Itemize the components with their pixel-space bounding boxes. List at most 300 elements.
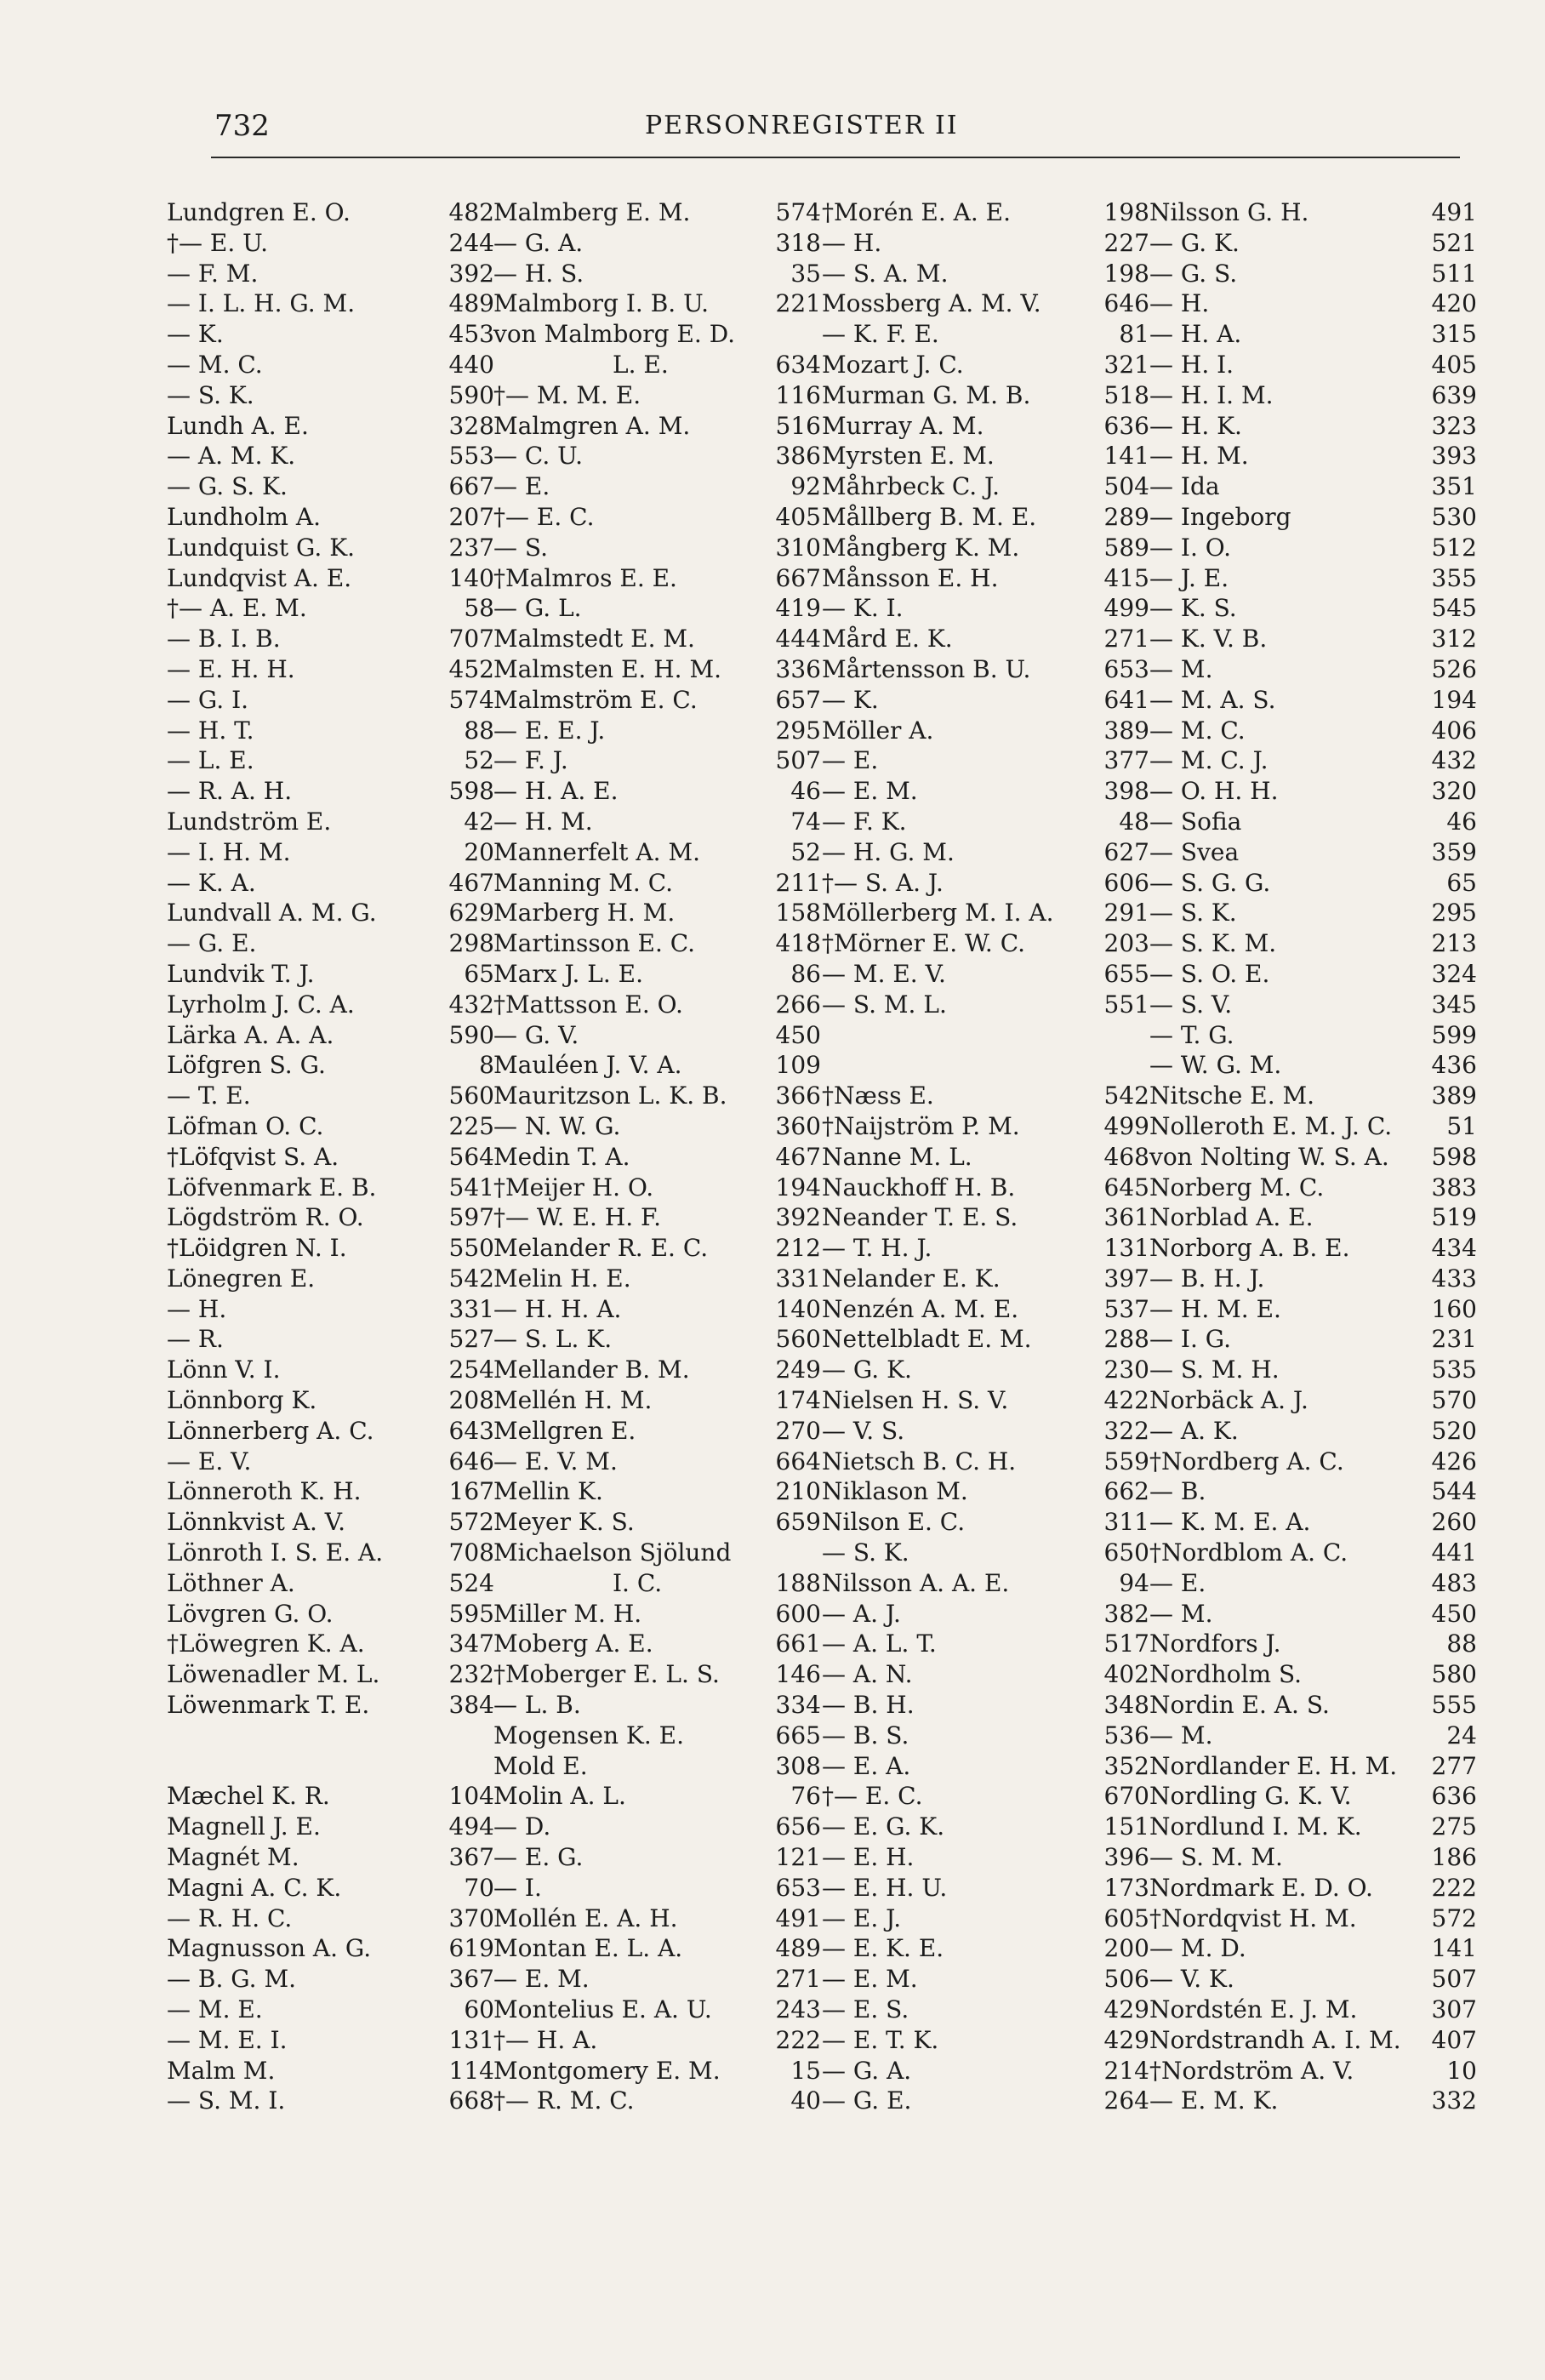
entry-name: — S. M. I. (167, 2086, 286, 2115)
index-entry (822, 197, 1149, 228)
entry-page: 352 (1103, 1751, 1149, 1780)
index-entry (1149, 1903, 1477, 1934)
entry-name: Nitsche E. M. (1149, 1082, 1315, 1110)
entry-page: 237 (448, 533, 494, 562)
entry-page: 570 (1431, 1386, 1477, 1415)
entry-page: 619 (448, 1934, 494, 1963)
entry-name: — E. E. J. (493, 716, 606, 745)
entry-page: 359 (1431, 837, 1477, 866)
entry-name: †Löwegren K. A. (167, 1629, 365, 1658)
index-entry (1149, 228, 1477, 259)
index-entry (1149, 1629, 1477, 1659)
entry-page: 441 (1431, 1538, 1477, 1567)
entry-page: 208 (448, 1386, 494, 1415)
entry-name: Montan E. L. A. (493, 1934, 683, 1963)
entry-name: — E. V. M. (493, 1447, 618, 1475)
entry-name: Nietsch B. C. H. (822, 1447, 1017, 1475)
entry-name: — B. S. (822, 1721, 909, 1749)
entry-name: Nordlander E. H. M. (1149, 1751, 1398, 1780)
entry-page: 653 (1103, 654, 1149, 683)
entry-name: — H. S. (493, 259, 584, 288)
entry-page: 307 (1431, 1995, 1477, 2024)
index-entry (167, 1447, 494, 1477)
entry-page: 434 (1431, 1234, 1477, 1263)
entry-page: 384 (448, 1691, 494, 1720)
index-entry (493, 1476, 821, 1507)
entry-page: 51 (1446, 1111, 1477, 1140)
entry-page: 221 (775, 289, 821, 318)
entry-name: Lönn V. I. (167, 1356, 281, 1384)
index-entry (1149, 898, 1477, 928)
entry-name: †Næss E. (822, 1082, 934, 1110)
entry-name: Mæchel K. R. (167, 1782, 330, 1811)
index-entry (1149, 959, 1477, 990)
entry-page: 214 (1103, 2056, 1149, 2085)
entry-page: 320 (1431, 777, 1477, 806)
index-entry (1149, 2086, 1477, 2116)
index-entry (1149, 1751, 1477, 1782)
entry-name: — H. G. M. (822, 837, 955, 866)
index-entry (167, 1020, 494, 1051)
index-entry (493, 288, 821, 319)
entry-page: 160 (1431, 1294, 1477, 1323)
entry-name: — G. A. (822, 2056, 912, 2085)
entry-page: 88 (1446, 1629, 1477, 1658)
entry-name: †Nordblom A. C. (1149, 1538, 1348, 1567)
index-entry (167, 1538, 494, 1568)
index-entry (167, 563, 494, 594)
entry-name: Nielsen H. S. V. (822, 1386, 1009, 1415)
entry-name: Nelander E. K. (822, 1264, 1001, 1293)
index-entry (822, 1873, 1149, 1903)
entry-page: 231 (1431, 1325, 1477, 1354)
index-entry (493, 197, 821, 228)
entry-name: †Mattsson E. O. (493, 990, 683, 1019)
entry-name: — G. E. (822, 2086, 912, 2115)
index-entry (493, 1995, 821, 2025)
entry-page: 664 (775, 1447, 821, 1475)
entry-page: 244 (448, 228, 494, 257)
entry-name: — R. H. C. (167, 1903, 293, 1932)
entry-page: 167 (448, 1477, 494, 1506)
entry-page: 200 (1103, 1934, 1149, 1963)
entry-page: 504 (1103, 472, 1149, 501)
entry-page: 198 (1103, 198, 1149, 226)
entry-name: †Nordberg A. C. (1149, 1447, 1344, 1475)
entry-page: 367 (448, 1843, 494, 1872)
entry-name: — G. S. (1149, 259, 1238, 288)
entry-name: — K. (822, 685, 879, 714)
entry-page: 315 (1431, 320, 1477, 349)
index-entry (167, 1202, 494, 1233)
entry-name: Mållberg B. M. E. (822, 502, 1037, 531)
entry-name: — E. T. K. (822, 2025, 939, 2054)
entry-page: 708 (448, 1538, 494, 1567)
index-entry (1149, 1142, 1477, 1173)
index-entry (167, 624, 494, 654)
index-entry (167, 1751, 494, 1782)
entry-page: 52 (790, 837, 821, 866)
entry-page: 186 (1431, 1843, 1477, 1872)
entry-page: 203 (1103, 929, 1149, 958)
entry-page: 140 (448, 563, 494, 592)
entry-page: 88 (464, 716, 494, 745)
entry-page: 360 (775, 1111, 821, 1140)
entry-name: Mannerfelt A. M. (493, 837, 701, 866)
index-entry (822, 1355, 1149, 1385)
entry-name: — H. (822, 228, 882, 257)
entry-name: — B. (1149, 1477, 1206, 1506)
entry-page: 429 (1103, 1995, 1149, 2024)
entry-page: 526 (1431, 654, 1477, 683)
entry-name: — K. (167, 320, 224, 349)
entry-name: Melander R. E. C. (493, 1234, 709, 1263)
index-entry (1149, 380, 1477, 411)
index-entry (493, 745, 821, 776)
index-entry (1149, 288, 1477, 319)
index-entry (493, 624, 821, 654)
entry-name: Malmstedt E. M. (493, 625, 695, 654)
index-entry (493, 1873, 821, 1903)
entry-page: 70 (464, 1873, 494, 1902)
index-entry (1149, 654, 1477, 685)
index-entry (493, 259, 821, 289)
entry-name: — J. E. (1149, 563, 1229, 592)
entry-name: — Ingeborg (1149, 502, 1291, 531)
index-entry (822, 411, 1149, 442)
index-entry (493, 1538, 821, 1568)
index-entry (822, 1324, 1149, 1355)
entry-page: 655 (1103, 959, 1149, 988)
entry-name: — K. A. (167, 868, 256, 897)
entry-page: 450 (1431, 1599, 1477, 1628)
index-entry (167, 1873, 494, 1903)
entry-page: 173 (1103, 1873, 1149, 1902)
index-entry (1149, 1294, 1477, 1325)
index-entry (167, 319, 494, 350)
entry-name: Nauckhoff H. B. (822, 1173, 1016, 1201)
entry-page: 158 (775, 899, 821, 927)
entry-name: von Nolting W. S. A. (1149, 1142, 1389, 1171)
entry-page: 288 (1103, 1325, 1149, 1354)
index-entry (493, 716, 821, 746)
index-entry (822, 563, 1149, 594)
entry-page: 665 (775, 1721, 821, 1749)
entry-page: 599 (1431, 1020, 1477, 1049)
entry-page: 324 (1431, 959, 1477, 988)
entry-page: 453 (448, 320, 494, 349)
entry-name: Lundvall A. M. G. (167, 899, 377, 927)
entry-name: Löwenmark T. E. (167, 1691, 370, 1720)
index-entry (493, 1202, 821, 1233)
entry-name: — D. (493, 1812, 551, 1841)
index-entry (493, 1751, 821, 1782)
entry-page: 415 (1103, 563, 1149, 592)
index-entry (167, 2025, 494, 2056)
entry-name: Mellgren E. (493, 1416, 636, 1445)
entry-page: 321 (1103, 350, 1149, 379)
entry-name: — H. I. (1149, 350, 1234, 379)
index-entry (822, 1416, 1149, 1447)
entry-page: 646 (448, 1447, 494, 1475)
entry-name: †Moberger E. L. S. (493, 1660, 720, 1689)
index-entry (167, 1233, 494, 1264)
entry-page: 590 (448, 380, 494, 409)
entry-page: 643 (448, 1416, 494, 1445)
index-entry (167, 1812, 494, 1842)
index-entry (493, 1964, 821, 1995)
entry-name: Löthner A. (167, 1568, 295, 1597)
entry-name: †Morén E. A. E. (822, 198, 1012, 226)
index-entry (493, 593, 821, 624)
entry-name: — M. (1149, 1721, 1213, 1749)
index-entry (167, 288, 494, 319)
index-entry (822, 1568, 1149, 1599)
entry-page: 140 (775, 1294, 821, 1323)
index-entry (1149, 259, 1477, 289)
entry-name: Molin A. L. (493, 1782, 626, 1811)
entry-name: Möller A. (822, 716, 934, 745)
entry-name: — S. L. K. (493, 1325, 613, 1354)
entry-page: 436 (1431, 1051, 1477, 1080)
entry-page: 151 (1103, 1812, 1149, 1841)
entry-page: 656 (775, 1812, 821, 1841)
entry-page: 74 (790, 807, 821, 836)
entry-page: 121 (775, 1843, 821, 1872)
index-entry (1149, 1173, 1477, 1203)
entry-name: — A. L. T. (822, 1629, 937, 1658)
index-entry (822, 1111, 1149, 1142)
entry-page: 389 (1103, 716, 1149, 745)
entry-page: 370 (448, 1903, 494, 1932)
index-entry (822, 259, 1149, 289)
entry-name: — E. G. K. (822, 1812, 945, 1841)
entry-name: Norblad A. E. (1149, 1203, 1314, 1232)
index-entry (167, 807, 494, 837)
index-entry (1149, 563, 1477, 594)
entry-page: 467 (775, 1142, 821, 1171)
index-entry (493, 471, 821, 502)
page-title: PERSONREGISTER II (645, 111, 959, 140)
entry-page: 232 (448, 1660, 494, 1689)
entry-page: 499 (1103, 594, 1149, 623)
index-entry (167, 1599, 494, 1629)
entry-page: 398 (1103, 777, 1149, 806)
entry-name: — H. T. (167, 716, 254, 745)
index-entry (822, 1629, 1149, 1659)
entry-page: 328 (448, 411, 494, 440)
index-entry (167, 959, 494, 990)
entry-name: Malmborg I. B. U. (493, 289, 710, 318)
entry-name: Lundström E. (167, 807, 332, 836)
entry-page: 86 (790, 959, 821, 988)
index-entry (493, 1507, 821, 1538)
index-entry (822, 2056, 1149, 2086)
entry-name: — E. M. (822, 777, 918, 806)
entry-name: — H. H. A. (493, 1294, 622, 1323)
index-entry (493, 1842, 821, 1873)
index-entry (822, 1142, 1149, 1173)
entry-page: 366 (775, 1082, 821, 1110)
entry-name: †Löfqvist S. A. (167, 1142, 339, 1171)
entry-page: 8 (479, 1051, 494, 1080)
index-entry (822, 1599, 1149, 1629)
entry-name: Moberg A. E. (493, 1629, 653, 1658)
entry-page: 595 (448, 1599, 494, 1628)
entry-page: 141 (1431, 1934, 1477, 1963)
entry-page: 295 (775, 716, 821, 745)
entry-page: 331 (775, 1264, 821, 1293)
entry-name: — G. L. (493, 594, 582, 623)
index-entry (822, 1507, 1149, 1538)
index-entry (493, 441, 821, 471)
index-entry (493, 1781, 821, 1812)
index-entry (167, 1995, 494, 2025)
entry-page: 639 (1431, 380, 1477, 409)
index-entry (167, 1568, 494, 1599)
index-entry (167, 1507, 494, 1538)
entry-name: — A. K. (1149, 1416, 1239, 1445)
entry-page: 249 (775, 1356, 821, 1384)
entry-page: 499 (1103, 1111, 1149, 1140)
entry-name: Magnusson A. G. (167, 1934, 372, 1963)
index-entry (1149, 1995, 1477, 2025)
entry-page: 553 (448, 442, 494, 471)
index-entry (822, 350, 1149, 380)
entry-page: 271 (1103, 625, 1149, 654)
entry-name: †Mörner E. W. C. (822, 929, 1026, 958)
index-entry (167, 2056, 494, 2086)
entry-page: 530 (1431, 502, 1477, 531)
entry-name: — M. A. S. (1149, 685, 1276, 714)
entry-name: — H. A. (1149, 320, 1242, 349)
entry-page: 382 (1103, 1599, 1149, 1628)
index-entry (1149, 1416, 1477, 1447)
index-entry (1149, 319, 1477, 350)
entry-name: Murman G. M. B. (822, 380, 1031, 409)
entry-page: 116 (775, 380, 821, 409)
index-entry (493, 1355, 821, 1385)
entry-name: — E. J. (822, 1903, 902, 1932)
entry-page: 332 (1431, 2086, 1477, 2115)
index-entry (822, 1202, 1149, 1233)
entry-page: 405 (775, 502, 821, 531)
index-entry (1149, 868, 1477, 899)
entry-name: — H. A. E. (493, 777, 619, 806)
entry-name: †— S. A. J. (822, 868, 944, 897)
index-entry (1149, 1873, 1477, 1903)
entry-name: — E. M. K. (1149, 2086, 1279, 2115)
index-entry (167, 654, 494, 685)
index-entry (493, 837, 821, 868)
entry-name: Melin H. E. (493, 1264, 631, 1293)
entry-page: 420 (1431, 289, 1477, 318)
index-entry (1149, 471, 1477, 502)
index-entry (1149, 1264, 1477, 1294)
index-entry (167, 2086, 494, 2116)
entry-name: †— R. M. C. (493, 2086, 635, 2115)
entry-page: 659 (775, 1508, 821, 1537)
entry-name: Murray A. M. (822, 411, 984, 440)
entry-page: 230 (1103, 1356, 1149, 1384)
index-entry (822, 2086, 1149, 2116)
entry-page: 605 (1103, 1903, 1149, 1932)
index-entry (822, 1385, 1149, 1416)
entry-page: 347 (448, 1629, 494, 1658)
index-entry (493, 1324, 821, 1355)
index-entry (822, 2025, 1149, 2056)
entry-name: — H. K. (1149, 411, 1242, 440)
index-entry (493, 959, 821, 990)
entry-page: 542 (448, 1264, 494, 1293)
entry-name: — S. G. G. (1149, 868, 1271, 897)
entry-page: 641 (1103, 685, 1149, 714)
entry-name: von Malmborg E. D. (493, 320, 736, 349)
index-column-4 (1149, 197, 1477, 2116)
entry-name: Myrsten E. M. (822, 442, 995, 471)
entry-name: Norborg A. B. E. (1149, 1234, 1350, 1263)
header-rule (211, 157, 1460, 158)
entry-page: 467 (448, 868, 494, 897)
entry-name: — R. A. H. (167, 777, 293, 806)
entry-page: 260 (1431, 1508, 1477, 1537)
entry-page: 527 (448, 1325, 494, 1354)
entry-name: — S. A. M. (822, 259, 949, 288)
index-entry (1149, 1781, 1477, 1812)
entry-page: 210 (775, 1477, 821, 1506)
index-entry (167, 1964, 494, 1995)
index-entry (493, 1294, 821, 1325)
index-entry (493, 1659, 821, 1690)
entry-page: 46 (790, 777, 821, 806)
entry-name: — E. H. U. (822, 1873, 948, 1902)
index-entry (493, 411, 821, 442)
entry-page: 482 (448, 198, 494, 226)
index-entry (167, 533, 494, 563)
entry-name: †Löidgren N. I. (167, 1234, 347, 1263)
entry-name: — I. H. M. (167, 837, 291, 866)
entry-name: — G. I. (167, 685, 249, 714)
entry-page: 450 (775, 1020, 821, 1049)
entry-name: Medin T. A. (493, 1142, 630, 1171)
entry-name: — M. E. V. (822, 959, 946, 988)
entry-page: 94 (1119, 1568, 1149, 1597)
entry-name: — E. G. (493, 1843, 584, 1872)
index-column-1 (167, 197, 494, 2116)
index-entry (493, 1812, 821, 1842)
entry-page: 81 (1119, 320, 1149, 349)
entry-name: Norberg M. C. (1149, 1173, 1325, 1201)
index-entry (822, 502, 1149, 533)
entry-name: Niklason M. (822, 1477, 968, 1506)
index-entry (1149, 1050, 1477, 1081)
entry-name: Lundgren E. O. (167, 198, 351, 226)
entry-name: Lundquist G. K. (167, 533, 356, 562)
entry-page: 174 (775, 1386, 821, 1415)
entry-page: 146 (775, 1660, 821, 1689)
index-entry (493, 685, 821, 716)
index-entry (822, 593, 1149, 624)
entry-name: Månsson E. H. (822, 563, 999, 592)
entry-page: 433 (1431, 1264, 1477, 1293)
entry-name: — M. E. I. (167, 2025, 288, 2054)
index-entry (167, 593, 494, 624)
entry-page: 494 (448, 1812, 494, 1841)
entry-page: 76 (790, 1782, 821, 1811)
index-entry (167, 1142, 494, 1173)
entry-page: 377 (1103, 746, 1149, 775)
index-entry (1149, 1233, 1477, 1264)
